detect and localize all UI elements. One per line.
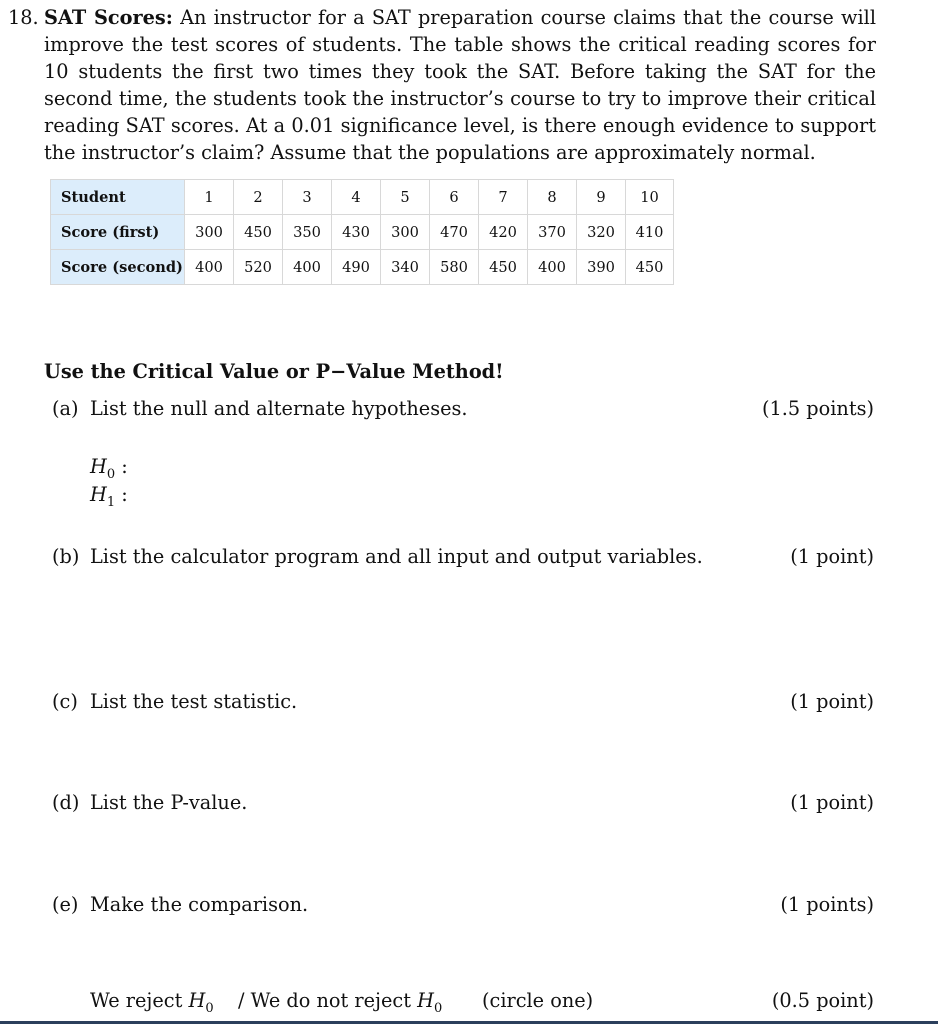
- alternate-hypothesis-colon: :: [121, 483, 128, 506]
- part-c-letter: (c): [52, 690, 78, 713]
- table-row: [51, 180, 674, 215]
- table-cell: 430: [332, 215, 381, 250]
- table-row: [51, 250, 674, 285]
- problem-body: [44, 4, 876, 166]
- do-not-reject-option-symbol: H: [417, 989, 434, 1012]
- table-cell: 340: [381, 250, 430, 285]
- part-a-points: (1.5 points): [761, 397, 874, 420]
- table-cell: 10: [626, 180, 674, 215]
- part-e-letter: (e): [52, 893, 79, 916]
- table-row-header: Score (first): [51, 215, 185, 250]
- table-cell: 490: [332, 250, 381, 285]
- table-cell: 450: [626, 250, 674, 285]
- table-cell: 400: [283, 250, 332, 285]
- part-a-text: List the null and alternate hypotheses.: [90, 397, 468, 420]
- table-cell: 350: [283, 215, 332, 250]
- table-cell: 4: [332, 180, 381, 215]
- part-e-text: Make the comparison.: [90, 893, 309, 916]
- reject-option-subscript: 0: [205, 1000, 214, 1016]
- method-title: Use the Critical Value or P−Value Method!: [44, 360, 504, 383]
- table-cell: 7: [479, 180, 528, 215]
- part-d: [52, 790, 874, 816]
- part-d-points: (1 point): [790, 791, 874, 814]
- part-c: [52, 689, 874, 715]
- problem-title: SAT Scores:: [44, 6, 173, 29]
- table-cell: 2: [234, 180, 283, 215]
- part-a-letter: (a): [52, 397, 79, 420]
- decision-line: [90, 988, 874, 1022]
- table-cell: 520: [234, 250, 283, 285]
- table-cell: 8: [528, 180, 577, 215]
- reject-option[interactable]: [90, 989, 214, 1016]
- table-cell: 320: [577, 215, 626, 250]
- part-c-points: (1 point): [790, 690, 874, 713]
- circle-one-hint: (circle one): [482, 989, 594, 1012]
- table-cell: 450: [234, 215, 283, 250]
- part-a: [52, 396, 874, 422]
- alternate-hypothesis: [90, 482, 128, 516]
- do-not-reject-option-label: / We do not reject: [238, 989, 411, 1012]
- part-d-text: List the P-value.: [90, 791, 248, 814]
- alternate-hypothesis-symbol: H: [90, 483, 107, 506]
- table-cell: 580: [430, 250, 479, 285]
- null-hypothesis-colon: :: [121, 455, 128, 478]
- reject-option-label: We reject: [90, 989, 183, 1012]
- part-b-points: (1 point): [790, 545, 874, 568]
- part-e: [52, 892, 874, 918]
- table-cell: 410: [626, 215, 674, 250]
- null-hypothesis-symbol: H: [90, 455, 107, 478]
- table-cell: 390: [577, 250, 626, 285]
- table-cell: 300: [381, 215, 430, 250]
- table-row-header: Student: [51, 180, 185, 215]
- problem-description: An instructor for a SAT preparation course claims that the course will improve the test scores of students. The table shows the critical reading scores for 10 students the first two times they took the SAT. Before taking the SAT for the second time, the students took the instructor’s course to try to improve their critical reading SAT scores. At a 0.01 significance level, is there enough evidence to support the instructor’s claim? Assume that the populations are approximately normal.: [44, 6, 876, 164]
- decision-points: (0.5 point): [771, 989, 874, 1012]
- table-cell: 400: [185, 250, 234, 285]
- problem-number: 18.: [8, 6, 39, 29]
- do-not-reject-option-subscript: 0: [433, 1000, 443, 1016]
- table-cell: 6: [430, 180, 479, 215]
- sat-score-table: [50, 179, 674, 285]
- table-cell: 470: [430, 215, 479, 250]
- part-b-text: List the calculator program and all input and output variables.: [90, 545, 703, 568]
- table-cell: 370: [528, 215, 577, 250]
- part-e-points: (1 points): [780, 893, 874, 916]
- reject-option-symbol: H: [188, 989, 206, 1012]
- table-cell: 400: [528, 250, 577, 285]
- null-hypothesis-subscript: 0: [106, 466, 116, 482]
- part-d-letter: (d): [52, 791, 80, 814]
- table-cell: 300: [185, 215, 234, 250]
- problem-statement: [8, 4, 876, 166]
- table-cell: 450: [479, 250, 528, 285]
- table-row-header: Score (second): [51, 250, 185, 285]
- table-cell: 3: [283, 180, 332, 215]
- part-b: [52, 544, 874, 570]
- table-cell: 420: [479, 215, 528, 250]
- do-not-reject-option[interactable]: [238, 988, 442, 1022]
- table-row: [51, 215, 674, 250]
- table-cell: 5: [381, 180, 430, 215]
- table-cell: 9: [577, 180, 626, 215]
- table-cell: 1: [185, 180, 234, 215]
- part-c-text: List the test statistic.: [90, 690, 298, 713]
- part-b-letter: (b): [52, 545, 80, 568]
- alternate-hypothesis-subscript: 1: [106, 494, 116, 510]
